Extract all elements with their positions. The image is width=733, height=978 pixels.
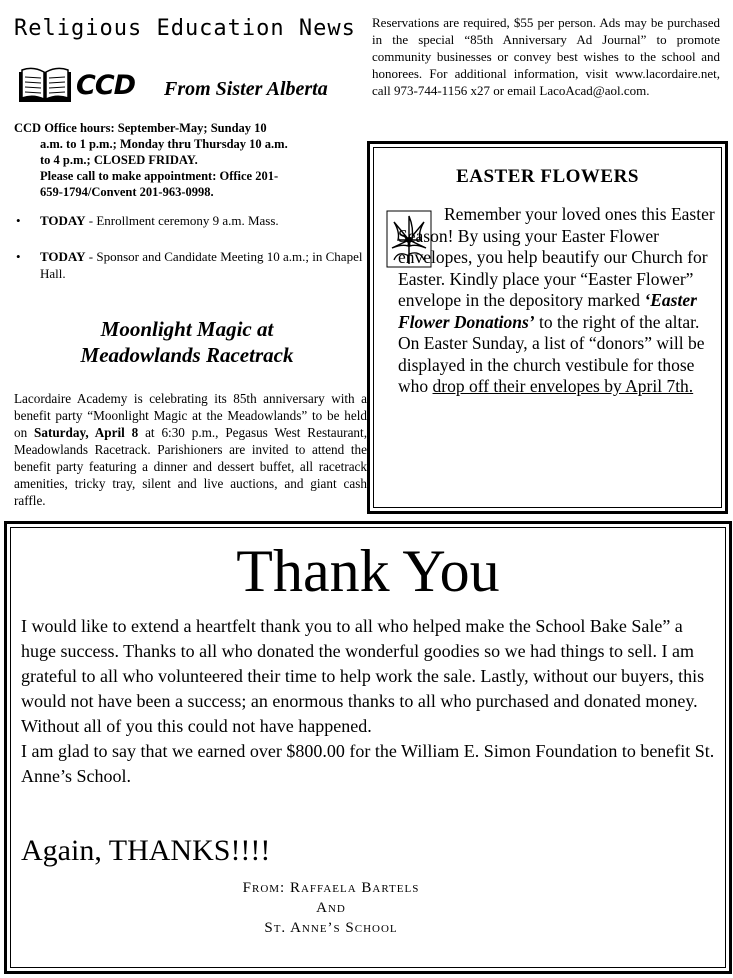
moonlight-date: Saturday, April 8 [34,425,139,440]
signature-line: From: Raffaela Bartels [242,880,420,896]
ccd-logo-text: CCD [76,70,136,101]
reservations-text: Reservations are required, $55 per person. Ads may be purchased in the special “85th Anniversary Ad Journal” to promote community businesses or convey best wishes to the school and honorees. For additional information, visit www.lacordaire.net, call 973-744-1156 x27 or email LacoAcad@aol.com. [372,15,720,98]
ccd-office-hours [14,120,366,200]
easter-text: Remember your loved ones this Easter Season! By using your Easter Flower envelopes, you help beautify our Church for Easter. Kindly place your “Easter Flower” envelope in the depository marked [398,204,715,310]
bullet-lead: TODAY [40,213,86,228]
hours-line: to 4 p.m.; CLOSED FRIDAY. [40,153,198,167]
thank-you-inner-border [10,527,726,968]
thank-you-paragraph: I would like to extend a heartfelt thank you to all who helped make the School Bake Sale” a huge success. Thanks to all who donated the wonderful goodies so we had things to sell. I am grateful to all who volunteered their time to help work the sale. Lastly, without our buyers, this would not have been a success; an enormous thanks to all who purchased and donated money. Without all of you this could not have happened. [21,616,705,736]
easter-paragraph [398,333,718,398]
hours-line: 659-1794/Convent 201-963-0998. [40,185,214,199]
hours-line: a.m. to 1 p.m.; Monday thru Thursday 10 a.m. [40,137,288,151]
moonlight-title-line: Moonlight Magic at [100,317,274,341]
moonlight-body-text: at 6:30 p.m., Pegasus West Restaurant, Meadowlands Racetrack. Parishioners are invited to attend the benefit party featuring a dinner and dessert buffet, all racetrack amenities, tricky tray, silent and live auctions, and giant cash raffle. [14,425,367,508]
moonlight-magic-title [8,316,366,368]
bullet-text: - Sponsor and Candidate Meeting 10 a.m.; in Chapel Hall. [40,249,363,281]
thank-you-paragraph: I am glad to say that we earned over $800.00 for the William E. Simon Foundation to benefit St. Anne’s School. [21,741,715,786]
moonlight-magic-body [14,390,367,509]
bullet-lead: TODAY [40,249,86,264]
bullet-icon: • [16,213,21,228]
thank-you-signature [11,878,651,938]
hours-line: CCD Office hours: September-May; Sunday 10 [14,121,267,135]
hours-line: Please call to make appointment: Office 201- [40,169,279,183]
ccd-logo-row [16,66,361,106]
bullet-text: - Enrollment ceremony 9 a.m. Mass. [85,213,279,228]
easter-flowers-body [398,204,718,398]
easter-deadline: drop off their envelopes by April 7th. [432,376,694,396]
open-book-icon [18,66,72,104]
bullet-icon: • [16,249,21,264]
religious-education-title: Religious Education News [14,16,356,41]
thank-you-box [4,521,732,974]
easter-donations-label: ‘Easter Flower Donations’ [398,290,697,332]
bullet-item [14,248,364,282]
again-thanks: Again, THANKS!!!! [21,834,271,867]
easter-flowers-box [367,141,728,514]
byline: From Sister Alberta [164,78,328,100]
easter-flowers-title: EASTER FLOWERS [456,166,639,187]
easter-text: to the right of the altar. [534,311,700,332]
signature-line: St. Anne’s School [264,920,398,936]
bullet-item [14,212,364,229]
signature-line: And [316,900,346,916]
easter-text: On Easter Sunday, a list of “donors” will be displayed in the church vestibule for those who [398,333,705,396]
thank-you-body [21,614,721,789]
reservations-block [368,10,725,130]
moonlight-title-line: Meadowlands Racetrack [80,343,294,367]
easter-paragraph [398,204,718,333]
easter-flowers-inner-border [373,147,722,508]
thank-you-title: Thank You [236,538,500,604]
religious-education-column [8,10,366,510]
moonlight-body-text: Lacordaire Academy is celebrating its 85th anniversary with a benefit party “Moonlight Magic at the Meadowlands” to be held on [14,391,367,440]
